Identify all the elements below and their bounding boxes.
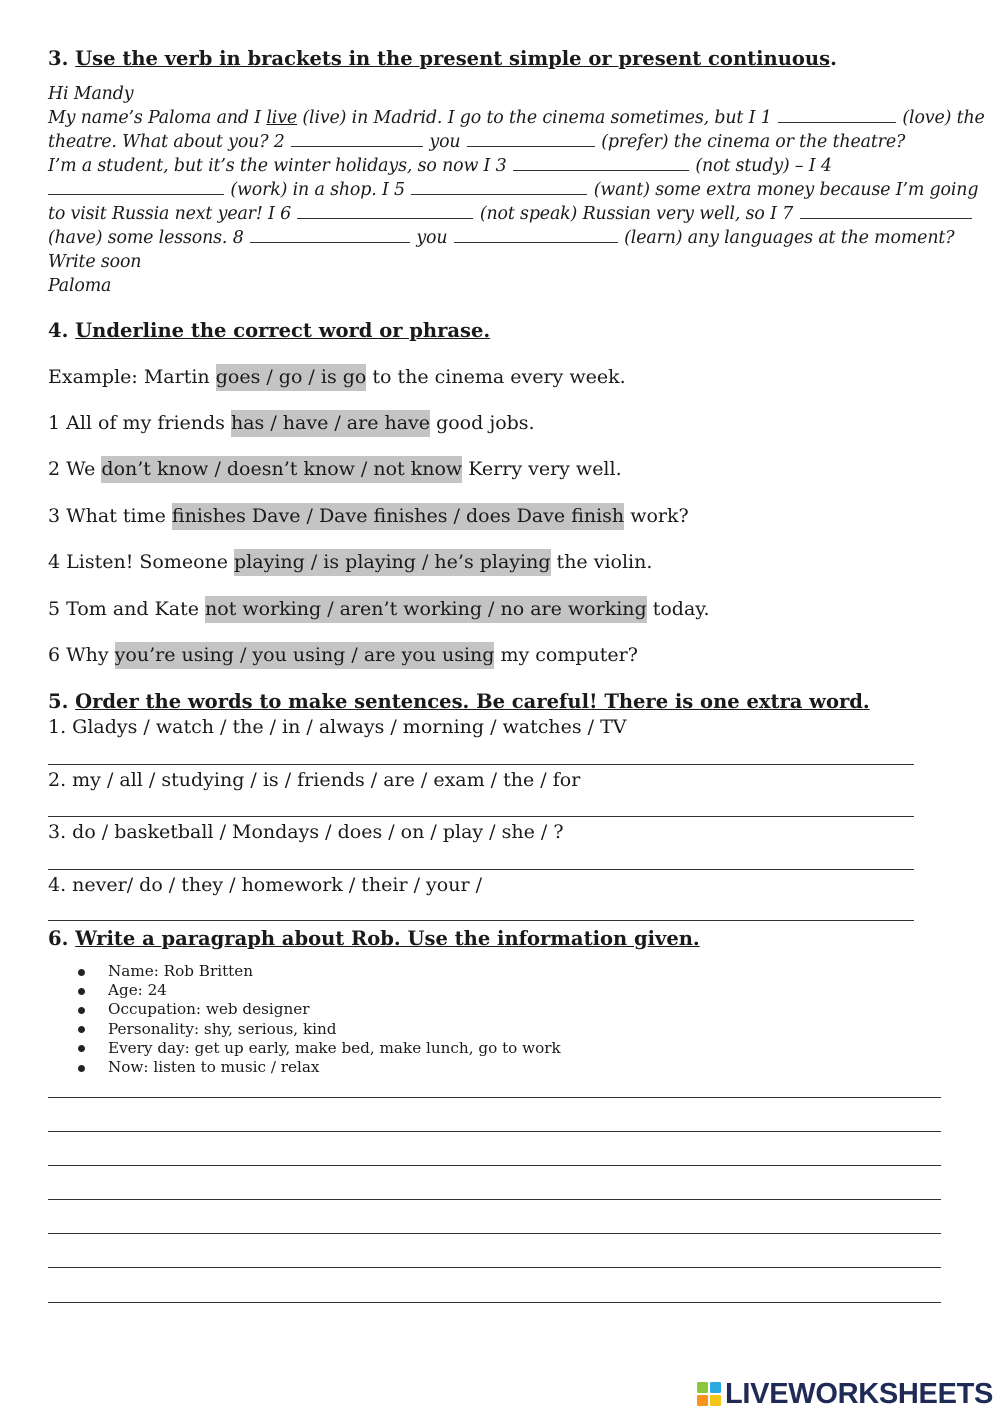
paragraph-line-7[interactable]	[48, 1302, 941, 1303]
letter-text: My name’s Paloma and I	[48, 108, 267, 128]
section3-title-end: .	[830, 47, 837, 70]
s4-text: 2 We	[48, 458, 102, 480]
section3-number: 3.	[48, 47, 69, 70]
answer-line-5-2[interactable]	[48, 816, 914, 817]
bullet-icon	[78, 1007, 85, 1014]
answer-blank-2b[interactable]	[467, 145, 595, 147]
letter-text: (want) some extra money because I’m going	[588, 180, 979, 200]
letter-text: I’m a student, but it’s the winter holidays, so now I 3	[48, 156, 512, 176]
list-item	[78, 1058, 561, 1077]
answer-blank-4[interactable]	[48, 193, 224, 195]
s4-text: Example: Martin	[48, 366, 216, 388]
info-text: Occupation: web designer	[108, 1000, 310, 1019]
s4-text: 6 Why	[48, 644, 115, 666]
answer-line-5-1[interactable]	[48, 764, 914, 765]
s4-text: good jobs.	[430, 412, 535, 434]
letter-text: (love) the	[897, 108, 985, 128]
logo-grid-icon	[697, 1382, 721, 1406]
section5-title: Order the words to make sentences. Be careful! There is one extra word.	[75, 690, 870, 713]
letter-text: (work) in a shop. I 5	[225, 180, 411, 200]
letter-line-3	[48, 154, 958, 178]
letter-text: (live) in Madrid. I go to the cinema sometimes, but I 1	[297, 108, 778, 128]
s4-text: Kerry very well.	[462, 458, 622, 480]
letter-line-2	[48, 130, 958, 154]
s4-options[interactable]: don’t know / doesn’t know / not know	[101, 456, 462, 483]
s4-example	[48, 366, 626, 388]
answer-blank-2a[interactable]	[291, 145, 423, 147]
s4-text: my computer?	[494, 644, 638, 666]
answer-blank-6[interactable]	[297, 217, 473, 219]
letter-line-4	[48, 178, 979, 202]
s4-text: to the cinema every week.	[366, 366, 626, 388]
list-item	[78, 1020, 561, 1039]
s4-options[interactable]: you’re using / you using / are you using	[115, 642, 495, 669]
bullet-icon	[78, 988, 85, 995]
info-text: Name: Rob Britten	[108, 962, 254, 980]
bullet-icon	[78, 1026, 85, 1033]
answer-line-5-4[interactable]	[48, 920, 914, 921]
s4-options[interactable]: playing / is playing / he’s playing	[234, 549, 550, 576]
section3-title: Use the verb in brackets in the present simple or present continuous	[75, 47, 831, 70]
letter-text: to visit Russia next year! I 6	[48, 204, 297, 224]
s5-item-1: 1. Gladys / watch / the / in / always / morning / watches / TV	[48, 716, 627, 738]
rob-info-list	[78, 962, 561, 1077]
letter-line-6	[48, 226, 958, 250]
section6-number: 6.	[48, 927, 69, 950]
letter-signature: Paloma	[48, 276, 112, 296]
bullet-icon	[78, 969, 85, 976]
list-item	[78, 962, 561, 981]
paragraph-line-4[interactable]	[48, 1199, 941, 1200]
letter-exercise	[48, 82, 985, 298]
letter-text: (have) some lessons. 8	[48, 228, 249, 248]
list-item	[78, 981, 561, 1000]
s4-text: 5 Tom and Kate	[48, 598, 206, 620]
answer-blank-7[interactable]	[800, 217, 972, 219]
bullet-icon	[78, 1045, 85, 1052]
answer-blank-8b[interactable]	[454, 241, 618, 243]
s4-item-4	[48, 551, 652, 573]
answer-line-5-3[interactable]	[48, 869, 914, 870]
list-item	[78, 1000, 561, 1019]
bullet-icon	[78, 1065, 85, 1072]
letter-text: (prefer) the cinema or the theatre?	[595, 132, 906, 152]
paragraph-line-3[interactable]	[48, 1165, 941, 1166]
letter-text: (learn) any languages at the moment?	[618, 228, 955, 248]
s4-options[interactable]: finishes Dave / Dave finishes / does Dave finish	[172, 503, 624, 530]
list-item	[78, 1039, 561, 1058]
section3-heading	[48, 47, 837, 70]
s5-item-2: 2. my / all / studying / is / friends / are / exam / the / for	[48, 769, 581, 791]
paragraph-line-6[interactable]	[48, 1267, 941, 1268]
answer-blank-3[interactable]	[513, 169, 689, 171]
example-answer: live	[266, 108, 298, 128]
section6-title: Write a paragraph about Rob. Use the information given.	[75, 927, 700, 950]
s4-text: 3 What time	[48, 505, 172, 527]
section4-heading	[48, 319, 490, 342]
paragraph-line-2[interactable]	[48, 1131, 941, 1132]
section5-number: 5.	[48, 690, 69, 713]
letter-greeting: Hi Mandy	[48, 84, 134, 104]
info-text: Now: listen to music / relax	[108, 1058, 320, 1077]
answer-blank-5[interactable]	[411, 193, 587, 195]
paragraph-line-1[interactable]	[48, 1097, 941, 1098]
s4-item-3	[48, 505, 689, 527]
s4-text: 1 All of my friends	[48, 412, 231, 434]
s4-item-1	[48, 412, 535, 434]
answer-blank-1[interactable]	[778, 121, 896, 123]
s5-item-4: 4. never/ do / they / homework / their / your /	[48, 874, 482, 896]
section5-heading	[48, 690, 870, 713]
letter-text: (not speak) Russian very well, so I 7	[474, 204, 799, 224]
letter-line-5	[48, 202, 958, 226]
liveworksheets-logo	[697, 1379, 993, 1409]
s4-options[interactable]: has / have / are have	[231, 410, 430, 437]
s4-item-5	[48, 598, 710, 620]
s4-text: 4 Listen! Someone	[48, 551, 235, 573]
s4-options[interactable]: goes / go / is go	[216, 364, 367, 391]
s4-options[interactable]: not working / aren’t working / no are working	[205, 596, 647, 623]
letter-closing: Write soon	[48, 252, 142, 272]
s4-text: work?	[624, 505, 689, 527]
letter-text: (not study) – I 4	[689, 156, 832, 176]
s4-item-2	[48, 458, 622, 480]
section4-title: Underline the correct word or phrase.	[75, 319, 491, 342]
answer-blank-8a[interactable]	[250, 241, 410, 243]
s5-item-3: 3. do / basketball / Mondays / does / on / play / she / ?	[48, 821, 564, 843]
logo-text: LIVEWORKSHEETS	[725, 1378, 994, 1410]
s4-item-6	[48, 644, 638, 666]
s4-text: today.	[646, 598, 710, 620]
info-text: Age: 24	[108, 981, 167, 1000]
info-text: Personality: shy, serious, kind	[108, 1019, 337, 1038]
letter-text: theatre. What about you? 2	[48, 132, 291, 152]
letter-text: you	[424, 132, 466, 152]
paragraph-line-5[interactable]	[48, 1233, 941, 1234]
section6-heading	[48, 927, 700, 950]
letter-line-1	[48, 106, 985, 130]
letter-text: you	[410, 228, 453, 248]
s4-text: the violin.	[550, 551, 653, 573]
section4-number: 4.	[48, 319, 69, 342]
info-text: Every day: get up early, make bed, make lunch, go to work	[108, 1038, 561, 1057]
